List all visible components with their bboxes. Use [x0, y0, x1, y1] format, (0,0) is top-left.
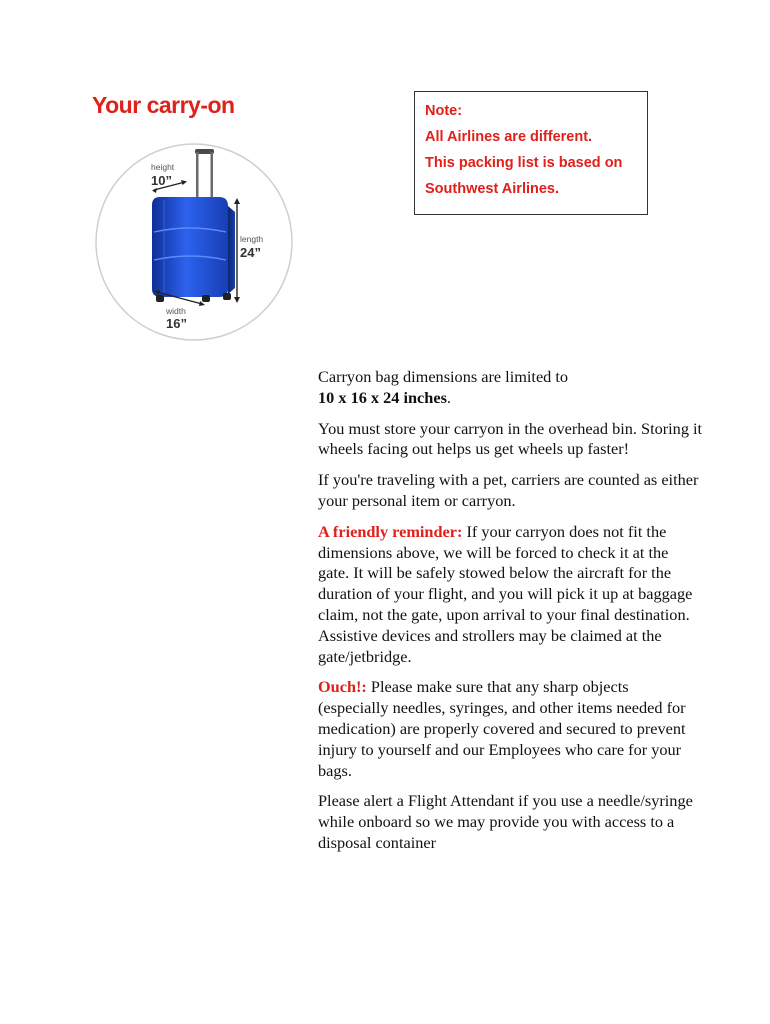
dimensions-period: . [446, 387, 451, 407]
note-line: All Airlines are different. [425, 129, 593, 145]
friendly-reminder-paragraph [318, 522, 703, 668]
sharp-objects-paragraph [318, 677, 703, 781]
length-label: length [240, 234, 264, 244]
pet-carrier-paragraph: If you're traveling with a pet, carriers are counted as either your personal item or carryon. [318, 470, 699, 510]
flight-attendant-paragraph: Please alert a Flight Attendant if you use a needle/syringe while onboard so we may provide you with access to a disposal container [318, 791, 693, 852]
friendly-reminder-label: A friendly reminder: [318, 521, 463, 541]
width-value: 16” [166, 316, 187, 331]
suitcase-icon [152, 197, 235, 302]
dimensions-paragraph [318, 367, 703, 409]
height-label: height [151, 162, 175, 172]
overhead-bin-paragraph: You must store your carryon in the overhead bin. Storing it wheels facing out helps us get wheels up faster! [318, 418, 703, 459]
dimensions-value: 10 x 16 x 24 inches [318, 387, 447, 407]
width-label: width [166, 306, 186, 316]
note-line: This packing list is based on [425, 155, 623, 171]
note-heading: Note: [425, 103, 463, 119]
body-text [318, 367, 703, 864]
note-line: Southwest Airlines. [425, 181, 560, 197]
height-value: 10” [151, 173, 172, 188]
ouch-label: Ouch!: [318, 677, 367, 697]
friendly-reminder-text: If your carryon does not fit the dimensions above, we will be forced to check it at the gate. It will be safely stowed below the aircraft for the duration of your flight, and you will pick it up at baggage claim, not the gate, upon arrival to your final destination. Assistive devices and strollers may be claimed at the gate/jetbridge. [318, 521, 693, 666]
page-title: Your carry-on [92, 92, 235, 118]
carry-on-dimensions-illustration [94, 142, 294, 342]
dimensions-intro: Carryon bag dimensions are limited to [318, 367, 569, 386]
note-box [414, 91, 648, 215]
length-value: 24” [240, 245, 261, 260]
sharp-objects-text: Please make sure that any sharp objects (especially needles, syringes, and other items needed for medication) are properly covered and secured to prevent injury to yourself and our Employees who care for your bags. [318, 677, 686, 780]
